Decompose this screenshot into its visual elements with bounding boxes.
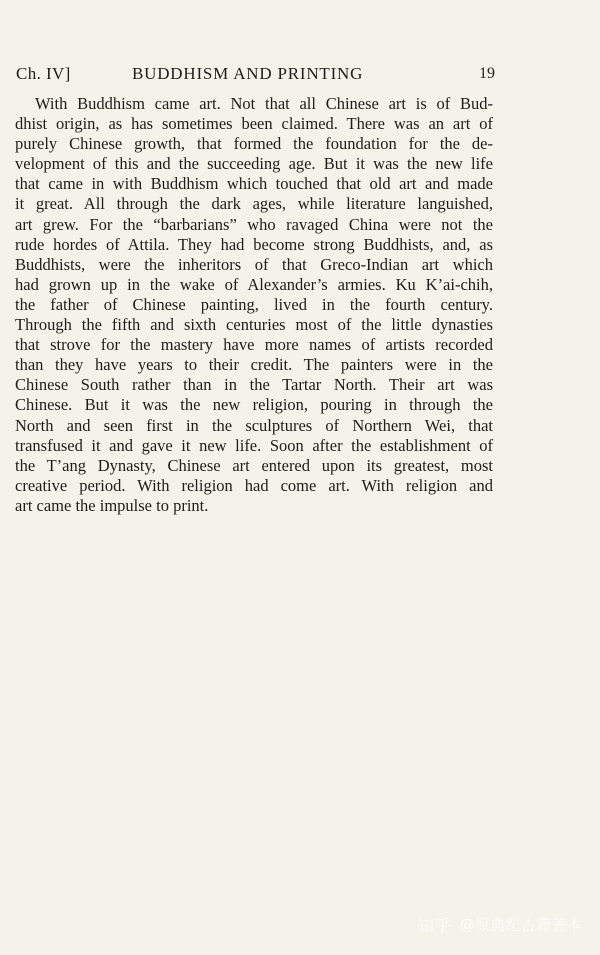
text-line: creative period. With religion had come art. With religion and	[15, 475, 493, 495]
text-line: than they have years to their credit. The painters were in the	[15, 355, 493, 375]
chapter-label: Ch. IV]	[16, 64, 71, 83]
text-line: With Buddhism came art. Not that all Chinese art is of Bud-	[35, 94, 493, 113]
text-line: the father of Chinese painting, lived in the fourth century.	[15, 294, 493, 314]
text-line: Chinese South rather than in the Tartar North. Their art was	[15, 375, 493, 395]
watermark-brand: 知乎	[416, 917, 452, 937]
text-line: had grown up in the wake of Alexander’s armies. Ku K’ai-chih,	[15, 274, 493, 294]
text-line: velopment of this and the succeeding age. But it was the new life	[15, 154, 493, 174]
text-line: it great. All through the dark ages, while literature languished,	[15, 194, 493, 214]
watermark	[417, 912, 582, 937]
text-line: rude hordes of Attila. They had become strong Buddhists, and, as	[15, 234, 493, 254]
text-line: the T’ang Dynasty, Chinese art entered upon its greatest, most	[15, 455, 493, 475]
text-line: art grew. For the “barbarians” who ravaged China were not the	[15, 214, 493, 234]
page-title: BUDDHISM AND PRINTING	[132, 64, 364, 83]
text-line: dhist origin, as has sometimes been claimed. There was an art of	[15, 114, 493, 134]
text-line: that came in with Buddhism which touched that old art and made	[15, 174, 493, 194]
text-line: art came the impulse to print.	[15, 495, 209, 515]
text-line: Buddhists, were the inheritors of that Greco-Indian art which	[15, 254, 493, 274]
watermark-account: @原典纪古籍善本	[459, 916, 582, 934]
text-line: Through the fifth and sixth centuries most of the little dynasties	[15, 315, 493, 335]
text-line: transfused it and gave it new life. Soon after the establishment of	[15, 435, 493, 455]
text-line: that strove for the mastery have more names of artists recorded	[15, 335, 493, 355]
text-line: purely Chinese growth, that formed the foundation for the de-	[15, 134, 493, 154]
running-head	[16, 64, 495, 88]
page-number: 19	[479, 65, 495, 82]
text-line: North and seen first in the sculptures of Northern Wei, that	[15, 415, 493, 435]
paragraph	[15, 94, 493, 516]
text-line: Chinese. But it was the new religion, pouring in through the	[15, 395, 493, 415]
